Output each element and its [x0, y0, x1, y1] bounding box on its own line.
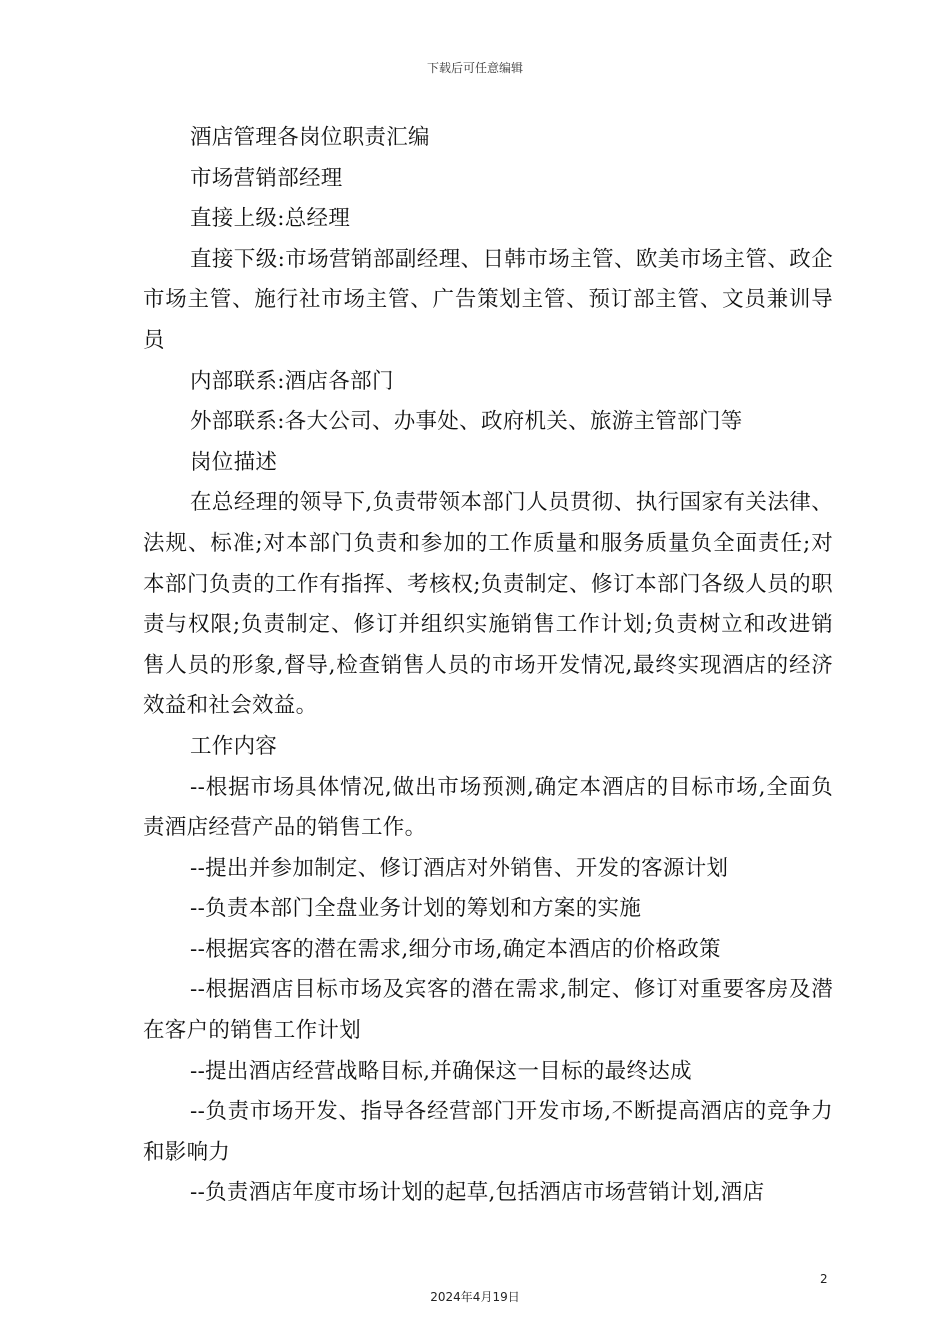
page-number: 2	[820, 1272, 828, 1286]
position-title: 市场营销部经理	[190, 165, 343, 191]
duty-item: --负责市场开发、指导各经营部门开发市场,不断提高酒店的竞争力和影响力	[143, 1099, 833, 1165]
duty-item: --提出并参加制定、修订酒店对外销售、开发的客源计划	[190, 855, 729, 881]
external-contacts: 外部联系:各大公司、办事处、政府机关、旅游主管部门等	[190, 409, 743, 435]
duty-item: --根据宾客的潜在需求,细分市场,确定本酒店的价格政策	[190, 936, 721, 962]
document-body	[143, 118, 833, 1214]
footer-date: 2024年4月19日	[430, 1290, 520, 1304]
internal-contacts: 内部联系:酒店各部门	[190, 368, 394, 394]
direct-subordinates: 直接下级:市场营销部副经理、日韩市场主管、欧美市场主管、政企市场主管、施行社市场主管、广告策划主管、预订部主管、文员兼训导员	[143, 246, 833, 353]
section-heading-description: 岗位描述	[190, 449, 278, 475]
duty-item: --提出酒店经营战略目标,并确保这一目标的最终达成	[190, 1058, 692, 1084]
duty-item: --负责酒店年度市场计划的起草,包括酒店市场营销计划,酒店	[190, 1180, 765, 1206]
section-heading-duties: 工作内容	[190, 733, 278, 759]
document-title: 酒店管理各岗位职责汇编	[190, 125, 430, 150]
header-note: 下载后可任意编辑	[426, 61, 523, 75]
duty-item: --负责本部门全盘业务计划的筹划和方案的实施	[190, 896, 642, 922]
description-paragraph: 在总经理的领导下,负责带领本部门人员贯彻、执行国家有关法律、法规、标准;对本部门负责和参加的工作质量和服务质量负全面责任;对本部门负责的工作有指挥、考核权;负责制定、修订本部门各级人员的职责与权限;负责制定、修订并组织实施销售工作计划;负责树立和改进销售人员的形象,督导,检查销售人员的市场开发情况,最终实现酒店的经济效益和社会效益。	[143, 490, 833, 719]
duty-item: --根据酒店目标市场及宾客的潜在需求,制定、修订对重要客房及潜在客户的销售工作计划	[143, 977, 833, 1044]
direct-superior: 直接上级:总经理	[190, 206, 351, 232]
duty-item: --根据市场具体情况,做出市场预测,确定本酒店的目标市场,全面负责酒店经营产品的销售工作。	[143, 774, 833, 841]
